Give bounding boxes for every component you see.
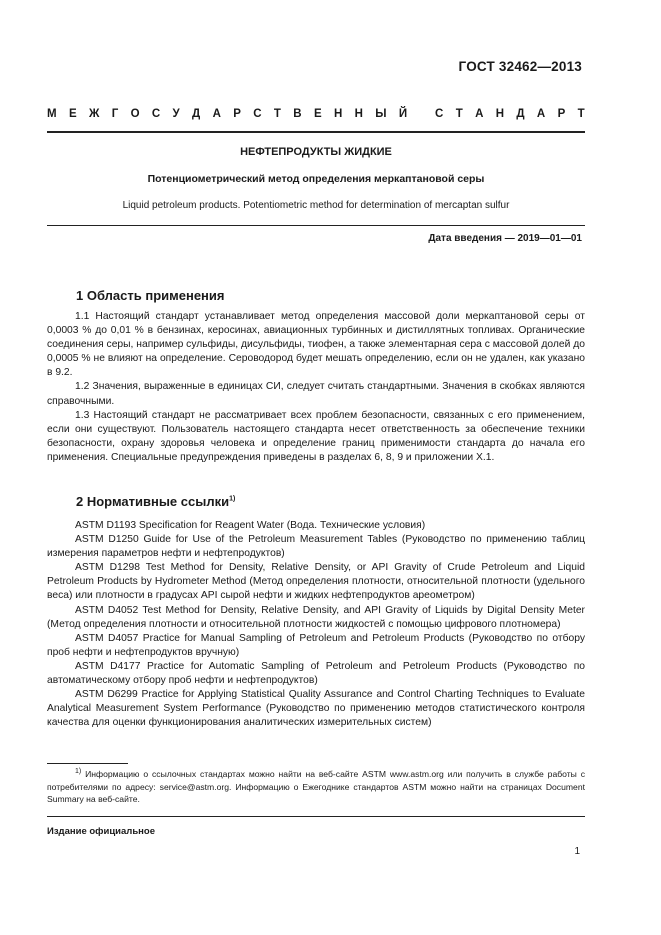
reference-item: ASTM D6299 Practice for Applying Statistical Quality Assurance and Control Charting Techniques to Evaluate Analytical Measurement System Performance (Руководство по применению методов статистического контроля качества для оценки функционирования аналитических измерительных систем) — [47, 689, 585, 729]
heading-letter: Й — [398, 108, 408, 120]
reference-item: ASTM D1250 Guide for Use of the Petroleum Measurement Tables (Руководство по применению таблиц измерения параметров нефти и нефтепродуктов) — [47, 534, 585, 560]
footer-rule — [47, 816, 585, 817]
reference-item: ASTM D4057 Practice for Manual Sampling of Petroleum and Petroleum Products (Руководство по отбору проб нефти и нефтепродуктов вручную) — [47, 632, 585, 658]
footnote-paragraph — [47, 768, 585, 806]
paragraph: 1.1 Настоящий стандарт устанавливает метод определения массовой доли меркаптановой серы от 0,0003 % до 0,01 % в бензинах, керосинах, авиационных турбинных и дистиллятных топливах. Органические соединения серы, например сульфиды, дисульфиды, тиофен, а также элементарная сера с массовой долей до 0,0005 % не влияют на определение. Сероводород будет мешать определению, если он не удален, как указано в 9.2. — [47, 311, 585, 379]
page-number: 1 — [574, 846, 580, 857]
heading-letter: Н — [354, 108, 363, 120]
title-rule — [47, 225, 585, 226]
heading-letter: С — [435, 108, 444, 120]
heading-letter: Т — [273, 108, 281, 120]
footnote-marker: 1) — [75, 768, 82, 776]
heading-spacer — [419, 108, 422, 120]
standard-title: НЕФТЕПРОДУКТЫ ЖИДКИЕ — [240, 146, 392, 158]
heading-letter: Т — [455, 108, 463, 120]
heading-letter: Г — [111, 108, 119, 120]
reference-item: ASTM D4177 Practice for Automatic Sampling of Petroleum and Petroleum Products (Руководство по автоматическому отбору проб нефти и нефтепродуктов) — [47, 660, 585, 687]
english-title: Liquid petroleum products. Potentiometric method for determination of mercaptan sulfur — [122, 200, 510, 211]
heading-letter: Ы — [375, 108, 387, 120]
footnote-marker: 1) — [229, 495, 236, 503]
paragraph: 1.2 Значения, выраженные в единицах СИ, следует считать стандартными. Значения в скобках являются справочными. — [47, 381, 585, 407]
section-2-title — [76, 494, 235, 509]
footnote-separator — [47, 763, 128, 764]
paragraph: 1.3 Настоящий стандарт не рассматривает всех проблем безопасности, связанных с его применением, если они существуют. Пользователь настоящего стандарта несет ответственность за обеспечение техники безопасности, охрану здоровья человека и определение границ применимости стандарта до начала его применения. Специальные предупреждения приведены в разделах 6, 8, 9 и приложении Х.1. — [47, 409, 585, 463]
heading-letter: М — [47, 108, 57, 120]
heading-letter: О — [130, 108, 140, 120]
footnote — [47, 768, 585, 806]
heading-letter: А — [536, 108, 546, 120]
heading-letter: С — [253, 108, 262, 120]
document-number: ГОСТ 32462—2013 — [458, 59, 582, 74]
section-1-title: 1 Область применения — [76, 288, 225, 303]
heading-letter: С — [151, 108, 161, 120]
heading-letter: В — [293, 108, 302, 120]
reference-item: ASTM D1193 Specification for Reagent Water (Вода. Технические условия) — [75, 520, 426, 531]
interstate-standard-heading — [47, 108, 585, 120]
heading-letter: Е — [68, 108, 77, 120]
heading-letter: Р — [557, 108, 566, 120]
reference-item: ASTM D4052 Test Method for Density, Relative Density, and API Gravity of Liquids by Digital Density Meter (Метод определения плотности и относительной плотности жидкостей с помощью цифрового плотномера) — [47, 604, 585, 630]
heading-letter: Е — [313, 108, 322, 120]
heading-letter: Д — [192, 108, 201, 120]
normative-references — [47, 519, 585, 730]
heading-letter: Н — [333, 108, 343, 120]
section-1-body — [47, 310, 585, 465]
section-2-title-text: 2 Нормативные ссылки — [76, 494, 230, 509]
standard-subtitle: Потенциометрический метод определения меркаптановой серы — [147, 173, 485, 185]
heading-letter: Н — [495, 108, 505, 120]
heading-letter: Р — [233, 108, 241, 120]
heading-letter: Т — [577, 108, 585, 120]
heading-letter: А — [212, 108, 221, 120]
heading-letter: Ж — [88, 108, 100, 120]
heading-letter: Д — [516, 108, 525, 120]
heading-letter: У — [172, 108, 180, 120]
header-rule — [47, 131, 585, 133]
footnote-text: Информацию о ссылочных стандартах можно найти на веб-сайте ASTM www.astm.org или получить в службе работы с потребителями по адресу: service@astm.org. Информацию о Ежегоднике стандартов ASTM можно найти на страницах Document Summary на веб-сайте. — [47, 769, 585, 804]
reference-item: ASTM D1298 Test Method for Density, Relative Density, or API Gravity of Crude Petroleum and Liquid Petroleum Products by Hydrometer Method (Метод определения плотности, относительной плотности (удельного веса) или плотности в градусах API сырой нефти и жидких нефтепродуктов ареометром) — [47, 562, 585, 602]
introduction-date: Дата введения — 2019—01—01 — [428, 233, 582, 244]
edition-label: Издание официальное — [47, 826, 155, 837]
heading-letter: А — [475, 108, 484, 120]
